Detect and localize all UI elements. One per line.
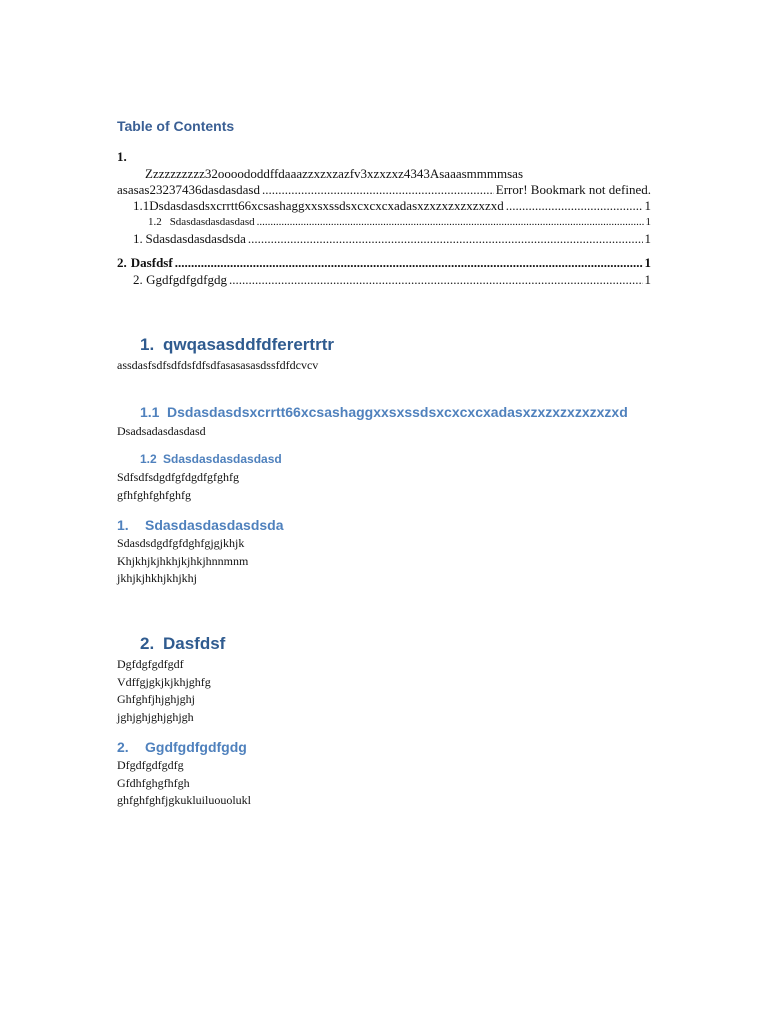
toc-leader-dots xyxy=(248,231,643,247)
section-1-2-body xyxy=(117,469,239,504)
heading-2-sub-number: 2. xyxy=(117,739,129,755)
toc-entry-1-sub[interactable] xyxy=(133,231,651,247)
paragraph-line: Vdffgjgkjkjkhjghfg xyxy=(117,674,211,689)
toc-entry-1-sub-number: 1. xyxy=(133,231,143,246)
toc-entry-1-2-label: Sdasdasdasdasdasd xyxy=(169,216,255,228)
toc-entry-1-line2: asasas23237436dasdasdasd xyxy=(117,182,260,197)
toc-entry-2-number: 2. xyxy=(117,255,127,270)
toc-leader-dots xyxy=(506,198,643,214)
toc-entry-1-2[interactable] xyxy=(148,216,651,228)
heading-1-2-number: 1.2 xyxy=(140,452,157,466)
paragraph-line: Ghfghfjhjghjghj xyxy=(117,692,195,706)
heading-1-1 xyxy=(140,404,628,420)
toc-entry-2-sub-page: 1 xyxy=(644,272,651,287)
heading-1-1-title: Dsdasdasdsxcrrtt66xcsashaggxxsxssdsxcxcxcxadasxzxzxzxzxzxzxd xyxy=(167,404,628,420)
paragraph-line: jkhjkjhkhjkhjkhj xyxy=(117,571,198,585)
heading-1-sub xyxy=(117,517,284,533)
paragraph-line: assdasfsdfsdfdsfdfsdfasasasasdssfdfdcvcv xyxy=(117,358,319,372)
toc-title: Table of Contents xyxy=(117,118,235,134)
toc-leader-dots xyxy=(175,255,643,271)
section-1-sub-body xyxy=(117,535,248,588)
paragraph-line: gfhfghfghfghfg xyxy=(117,487,191,502)
paragraph-line: jghjghjghjghjgh xyxy=(117,709,194,724)
toc-entry-1-2-number: 1.2 xyxy=(148,216,162,228)
toc-entry-2-sub-number: 2. xyxy=(133,272,143,287)
paragraph-line: Dfgdfgdfgdfg xyxy=(117,758,184,772)
section-1-body xyxy=(117,357,318,375)
heading-1-sub-number: 1. xyxy=(117,517,129,533)
heading-1-2 xyxy=(140,452,282,466)
heading-1-1-number: 1.1 xyxy=(140,404,160,420)
heading-2-sub xyxy=(117,739,247,755)
toc-leader-dots xyxy=(229,272,643,288)
paragraph-line: Dsadsadasdasdasd xyxy=(117,424,206,438)
toc-entry-1-1-page: 1 xyxy=(644,198,651,213)
toc-entry-1-2-page: 1 xyxy=(645,216,651,228)
heading-1-2-title: Sdasdasdasdasdasd xyxy=(163,452,282,466)
section-1-1-body xyxy=(117,423,206,441)
heading-1-sub-title: Sdasdasdasdasdsda xyxy=(145,517,284,533)
toc-leader-dots xyxy=(257,216,644,228)
toc-entry-2-sub-label: Ggdfgdfgdfgdg xyxy=(146,272,227,287)
toc-leader-dots xyxy=(262,182,494,198)
toc-entry-1-line1: Zzzzzzzzzz32oooododdffdaaazzxzxzazfv3xzxzxz4343Asaaasmmmmsas xyxy=(145,166,524,181)
heading-2-sub-title: Ggdfgdfgdfgdg xyxy=(145,739,247,755)
paragraph-line: Sdfsdfsdgdfgfdgdfgfghfg xyxy=(117,470,239,484)
toc-entry-1-1-label: Dsdasdasdsxcrrtt66xcsashaggxxsxssdsxcxcxcxadasxzxzxzxzxzxzxd xyxy=(149,198,504,213)
toc-entry-1-page: Error! Bookmark not defined. xyxy=(495,182,651,197)
paragraph-line: ghfghfghfjgkukluiluouolukl xyxy=(117,793,251,807)
paragraph-line: Khjkhjkjhkhjkjhkjhnnmnm xyxy=(117,553,249,568)
toc-entry-1-1[interactable] xyxy=(133,198,651,214)
heading-2-number: 2. xyxy=(140,634,155,653)
toc-entry-1[interactable] xyxy=(117,182,651,198)
toc-entry-1-1-number: 1.1 xyxy=(133,198,150,213)
toc-entry-1-sub-page: 1 xyxy=(644,231,651,246)
toc-entry-2-sub[interactable] xyxy=(133,272,651,288)
toc-entry-1-number: 1. xyxy=(117,149,127,164)
paragraph-line: Sdasdsdgdfgfdghfgjgjkhjk xyxy=(117,536,245,550)
toc-entry-1-sub-label: Sdasdasdasdasdsda xyxy=(145,231,246,246)
toc-entry-2-label: Dasfdsf xyxy=(130,255,173,270)
section-2-body xyxy=(117,656,211,726)
section-2-sub-body xyxy=(117,757,251,810)
toc-entry-2-page: 1 xyxy=(644,255,651,270)
heading-2-title: Dasfdsf xyxy=(163,634,226,653)
heading-1-title: qwqasasddfdferertrtr xyxy=(163,335,334,354)
heading-2 xyxy=(140,634,225,654)
paragraph-line: Gfdhfghgfhfgh xyxy=(117,775,190,790)
heading-1-number: 1. xyxy=(140,335,155,354)
heading-1 xyxy=(140,335,334,355)
paragraph-line: Dgfdgfgdfgdf xyxy=(117,657,184,671)
toc-entry-2[interactable] xyxy=(117,255,651,271)
